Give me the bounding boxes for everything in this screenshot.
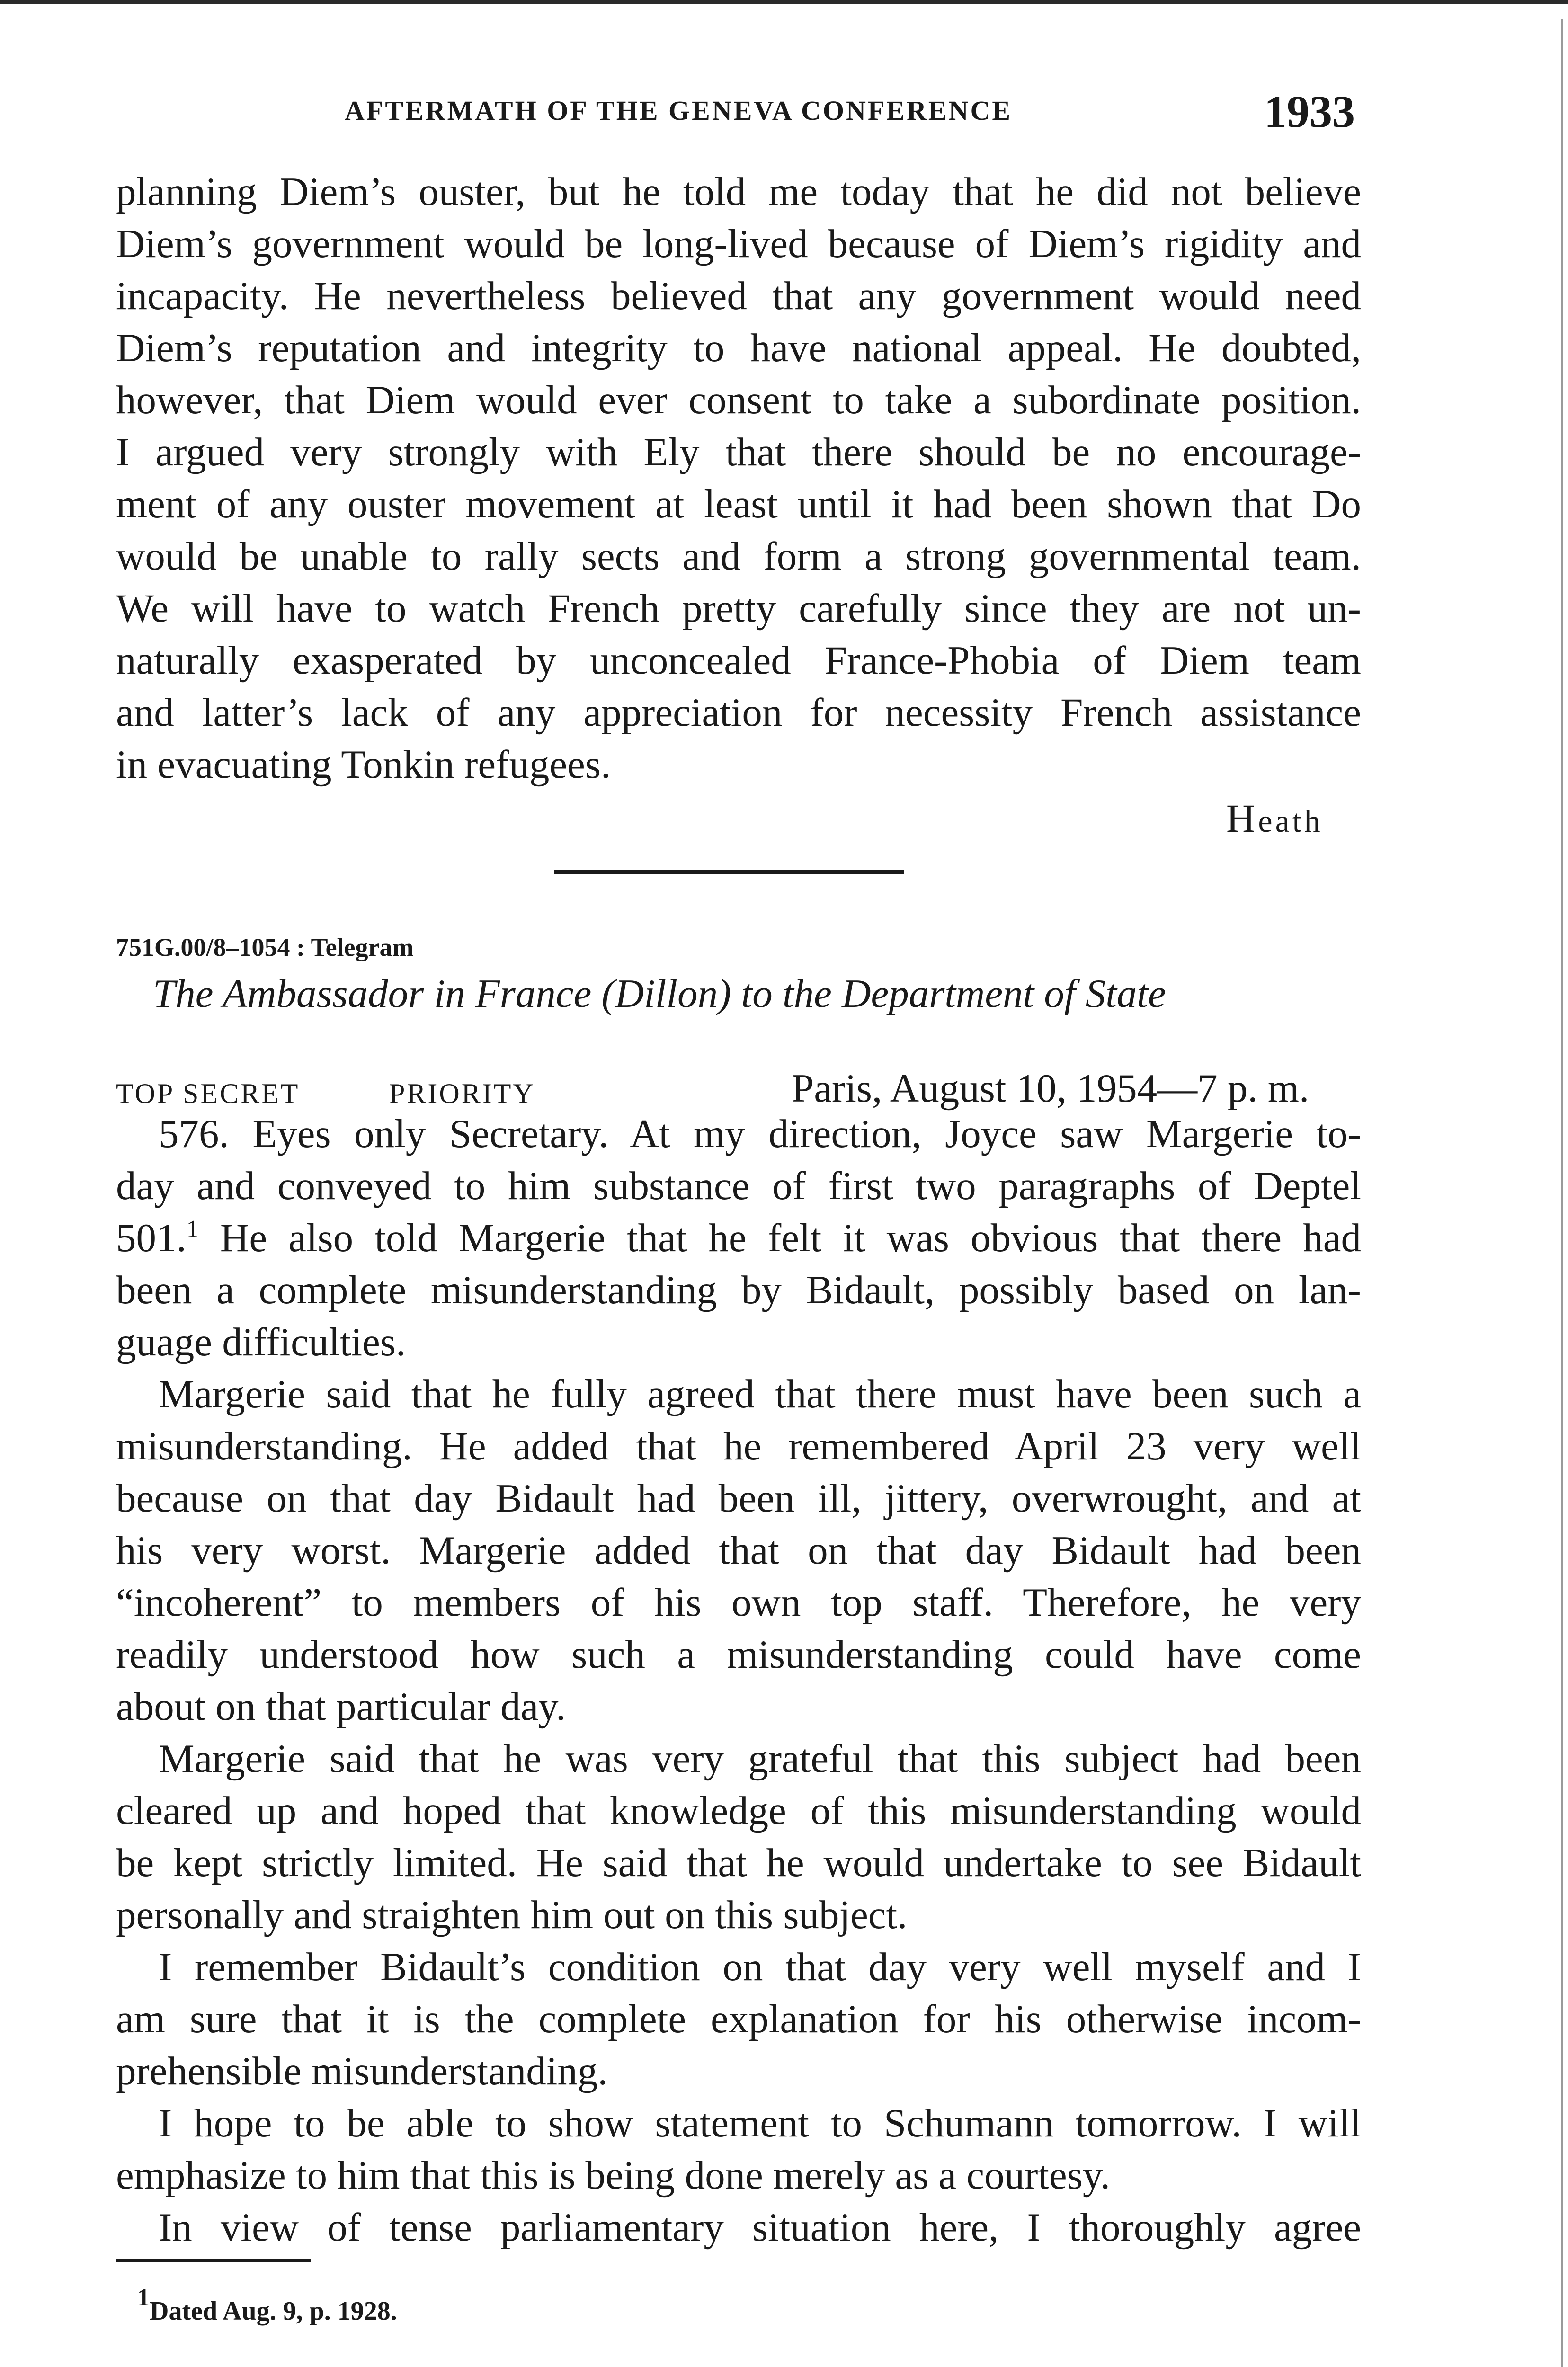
body-line: about on that particular day.	[116, 1684, 566, 1729]
body-line: would be unable to rally sects and form a strong governmental team.	[116, 534, 1361, 578]
body-line-with-note	[116, 1217, 1361, 1259]
page-number: 1933	[1264, 86, 1355, 137]
body-line: his very worst. Margerie added that on that day Bidault had been	[116, 1528, 1361, 1573]
footnote-rule	[116, 2259, 311, 2262]
page-edge-shadow	[1561, 19, 1563, 2367]
section-separator	[554, 870, 904, 874]
body-line: however, that Diem would ever consent to take a subordinate position.	[116, 378, 1361, 422]
body-line: I remember Bidault’s condition on that day very well myself and I	[159, 1945, 1361, 1989]
body-line: because on that day Bidault had been ill, jittery, overwrought, and at	[116, 1476, 1361, 1521]
body-line: cleared up and hoped that knowledge of this misunderstanding would	[116, 1789, 1361, 1833]
file-reference: 751G.00/8–1054 : Telegram	[116, 933, 414, 961]
priority-label: PRIORITY	[389, 1078, 535, 1109]
body-line: personally and straighten him out on this subject.	[116, 1893, 908, 1937]
body-line: naturally exasperated by unconcealed France-Phobia of Diem team	[116, 638, 1361, 683]
body-line: Margerie said that he was very grateful that this subject had been	[159, 1736, 1361, 1781]
running-head: AFTERMATH OF THE GENEVA CONFERENCE	[345, 95, 1013, 126]
body-line: 576. Eyes only Secretary. At my direction, Joyce saw Margerie to-	[159, 1112, 1361, 1156]
body-line: misunderstanding. He added that he remembered April 23 very well	[116, 1424, 1361, 1468]
footnote-text: Dated Aug. 9, p. 1928.	[150, 2296, 397, 2326]
body-line: In view of tense parliamentary situation here, I thoroughly agree	[159, 2205, 1361, 2250]
classification-label: TOP SECRET	[116, 1078, 300, 1109]
body-line: I argued very strongly with Ely that there should be no encourage-	[116, 430, 1361, 474]
footnote-marker: 1	[137, 2284, 150, 2311]
dateline: Paris, August 10, 1954—7 p. m.	[792, 1066, 1310, 1111]
top-border-rule	[0, 0, 1568, 4]
body-line: and latter’s lack of any appreciation for necessity French assistance	[116, 690, 1361, 735]
body-line: ment of any ouster movement at least until it had been shown that Do	[116, 482, 1361, 526]
body-line: incapacity. He nevertheless believed that any government would need	[116, 274, 1361, 318]
body-line: am sure that it is the complete explanation for his otherwise incom-	[116, 1997, 1361, 2041]
body-line: Margerie said that he fully agreed that there must have been such a	[159, 1372, 1361, 1416]
body-line: “incoherent” to members of his own top staff. Therefore, he very	[116, 1580, 1361, 1625]
body-line: day and conveyed to him substance of first two paragraphs of Deptel	[116, 1164, 1361, 1208]
body-line: guage difficulties.	[116, 1320, 406, 1364]
line-rest: He also told Margerie that he felt it was obvious that there had	[198, 1216, 1361, 1260]
body-line: Diem’s reputation and integrity to have national appeal. He doubted,	[116, 326, 1361, 370]
body-line: be kept strictly limited. He said that he would undertake to see Bidault	[116, 1841, 1361, 1885]
body-line: planning Diem’s ouster, but he told me today that he did not believe	[116, 169, 1361, 214]
body-line: Diem’s government would be long-lived because of Diem’s rigidity and	[116, 222, 1361, 266]
signature: Heath	[1226, 796, 1323, 841]
body-line: readily understood how such a misunderstanding could have come	[116, 1632, 1361, 1677]
body-line: We will have to watch French pretty carefully since they are not un-	[116, 586, 1361, 631]
body-line: emphasize to him that this is being done merely as a courtesy.	[116, 2153, 1111, 2198]
footnote	[137, 2284, 397, 2326]
line-start: 501.	[116, 1216, 187, 1260]
body-line: I hope to be able to show statement to Schumann tomorrow. I will	[159, 2101, 1361, 2145]
document-heading: The Ambassador in France (Dillon) to the Department of State	[153, 971, 1166, 1016]
body-line: in evacuating Tonkin refugees.	[116, 742, 611, 787]
body-line: prehensible misunderstanding.	[116, 2049, 608, 2093]
body-line: been a complete misunderstanding by Bidault, possibly based on lan-	[116, 1268, 1361, 1312]
footnote-reference: 1	[186, 1216, 199, 1243]
